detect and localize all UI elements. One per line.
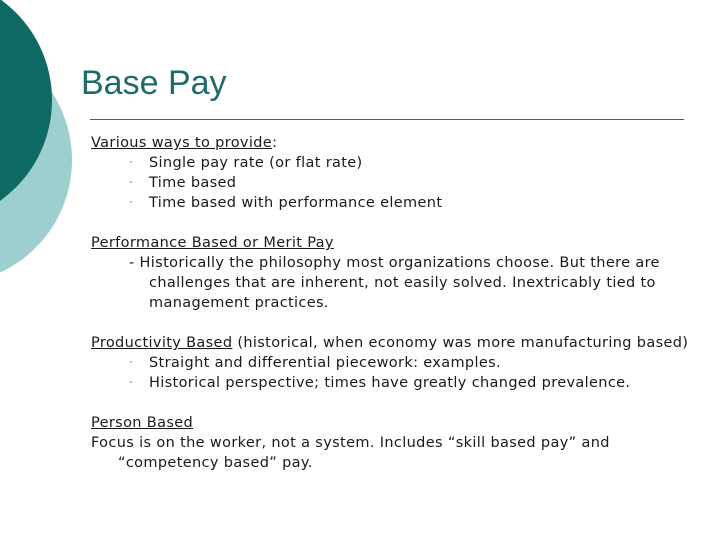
list-item [91,353,703,373]
bullet-dash-icon: - [129,357,133,368]
list-item [91,173,703,193]
list-item [91,153,703,173]
section-description: Focus is on the worker, not a system. Includes “skill based pay” and “competency based” pay. [91,435,610,471]
list-item-text: Time based with performance element [149,195,443,211]
section-heading [91,133,703,153]
heading-underlined: Productivity Based [91,335,233,351]
list-item [91,193,703,213]
title-divider [90,119,684,120]
list-item-text: Single pay rate (or flat rate) [149,155,363,171]
list-item-text: Straight and differential piecework: examples. [149,355,501,371]
list-item-text: Time based [149,175,237,191]
bullet-dash-icon: - [129,157,133,168]
bullet-dash-icon: - [129,377,133,388]
heading-underlined: Performance Based or Merit Pay [91,235,334,251]
section-description: - Historically the philosophy most organizations choose. But there are challenges that are inherent, not easily solved. Inextricably tied to management practices. [129,255,660,311]
bullet-dash-icon: - [129,197,133,208]
decorative-circles [0,0,90,300]
section-heading [91,233,703,253]
slide-body [91,133,703,473]
section-performance-based [91,233,703,313]
section-productivity-based [91,333,703,393]
section-ways-to-provide [91,133,703,213]
section-heading [91,333,703,353]
slide-title: Base Pay [81,64,227,102]
list-item [91,373,703,393]
heading-suffix: (historical, when economy was more manufacturing based) [232,335,689,351]
heading-suffix: : [272,135,278,151]
section-heading [91,413,703,433]
bullet-dash-icon: - [129,177,133,188]
section-person-based [91,413,703,473]
heading-underlined: Person Based [91,415,194,431]
list-item-text: Historical perspective; times have greatly changed prevalence. [149,375,631,391]
heading-underlined: Various ways to provide [91,135,273,151]
